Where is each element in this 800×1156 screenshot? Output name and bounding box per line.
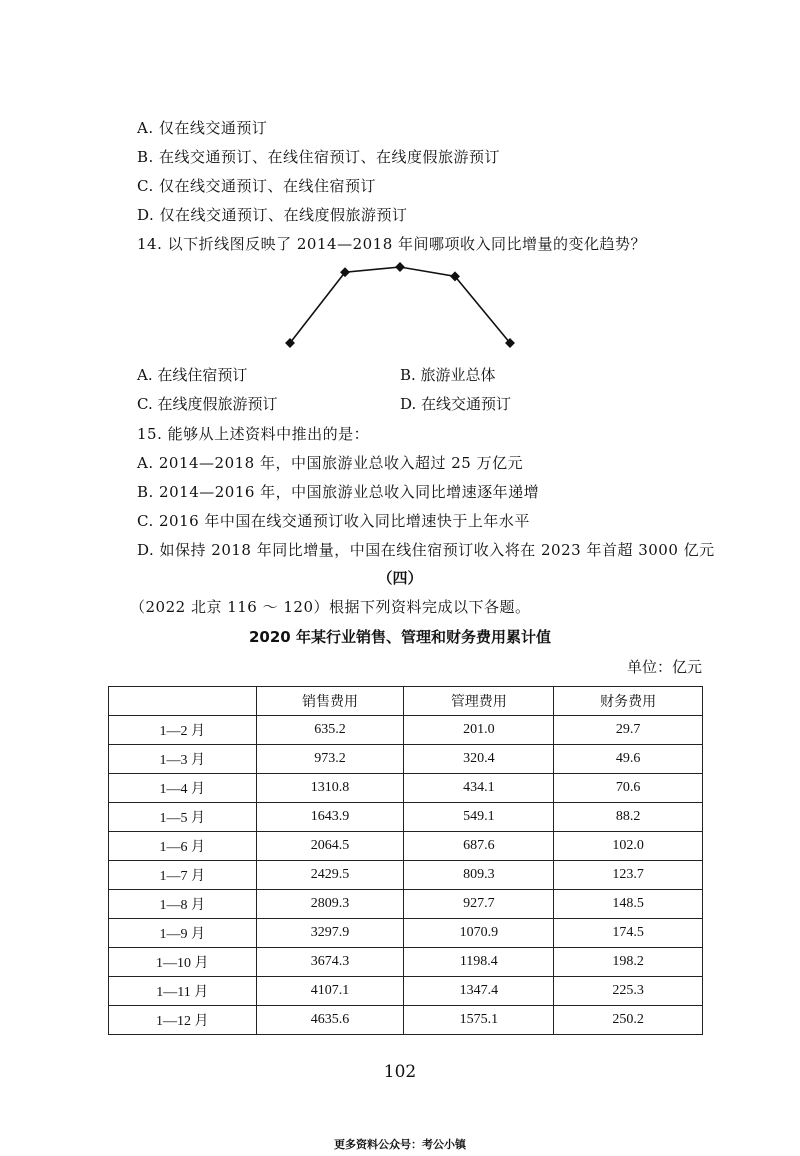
q14-question: 14. 以下折线图反映了 2014—2018 年间哪项收入同比增量的变化趋势？ <box>137 235 647 253</box>
value-cell: 549.1 <box>404 803 554 832</box>
table-row <box>109 803 703 832</box>
table-row <box>109 716 703 745</box>
value-cell: 198.2 <box>554 948 703 977</box>
value-cell: 4635.6 <box>256 1006 404 1035</box>
value-cell: 88.2 <box>554 803 703 832</box>
table-header-row <box>109 687 703 716</box>
value-cell: 434.1 <box>404 774 554 803</box>
footer-text: 更多资料公众号：考公小镇 <box>334 1138 466 1151</box>
q13-option-b: B. 在线交通预订、在线住宿预订、在线度假旅游预订 <box>137 148 501 166</box>
value-cell: 2429.5 <box>256 861 404 890</box>
table-row <box>109 832 703 861</box>
value-cell: 2809.3 <box>256 890 404 919</box>
table-row <box>109 745 703 774</box>
table-row <box>109 977 703 1006</box>
unit-label: 单位：亿元 <box>626 658 702 676</box>
value-cell: 123.7 <box>554 861 703 890</box>
section-heading: （四） <box>377 569 423 587</box>
value-cell: 29.7 <box>554 716 703 745</box>
value-cell: 148.5 <box>554 890 703 919</box>
period-cell: 1—9 月 <box>109 919 257 948</box>
value-cell: 225.3 <box>554 977 703 1006</box>
header-finance: 财务费用 <box>554 687 703 716</box>
period-cell: 1—2 月 <box>109 716 257 745</box>
value-cell: 201.0 <box>404 716 554 745</box>
value-cell: 973.2 <box>256 745 404 774</box>
table-row <box>109 948 703 977</box>
table-row <box>109 1006 703 1035</box>
value-cell: 1198.4 <box>404 948 554 977</box>
q14-option-b: B. 旅游业总体 <box>400 366 496 384</box>
expense-table <box>108 686 703 1035</box>
period-cell: 1—12 月 <box>109 1006 257 1035</box>
value-cell: 3297.9 <box>256 919 404 948</box>
value-cell: 635.2 <box>256 716 404 745</box>
period-cell: 1—6 月 <box>109 832 257 861</box>
q14-option-c: C. 在线度假旅游预订 <box>137 395 278 413</box>
period-cell: 1—11 月 <box>109 977 257 1006</box>
table-row <box>109 774 703 803</box>
value-cell: 70.6 <box>554 774 703 803</box>
value-cell: 1310.8 <box>256 774 404 803</box>
value-cell: 174.5 <box>554 919 703 948</box>
header-sales: 销售费用 <box>256 687 404 716</box>
table-row <box>109 890 703 919</box>
value-cell: 1347.4 <box>404 977 554 1006</box>
value-cell: 1575.1 <box>404 1006 554 1035</box>
q13-option-a: A. 仅在线交通预订 <box>137 119 268 137</box>
value-cell: 102.0 <box>554 832 703 861</box>
trend-line <box>290 267 510 343</box>
period-cell: 1—3 月 <box>109 745 257 774</box>
value-cell: 809.3 <box>404 861 554 890</box>
header-blank <box>109 687 257 716</box>
q15-option-a: A. 2014—2018 年，中国旅游业总收入超过 25 万亿元 <box>137 454 524 472</box>
data-point-marker <box>395 262 405 272</box>
table-title: 2020 年某行业销售、管理和财务费用累计值 <box>249 628 551 646</box>
period-cell: 1—5 月 <box>109 803 257 832</box>
value-cell: 1643.9 <box>256 803 404 832</box>
value-cell: 49.6 <box>554 745 703 774</box>
value-cell: 2064.5 <box>256 832 404 861</box>
q15-option-d: D. 如保持 2018 年同比增量，中国在线住宿预订收入将在 2023 年首超 3000 亿元 <box>137 541 715 559</box>
q15-option-b: B. 2014—2016 年，中国旅游业总收入同比增速逐年递增 <box>137 483 540 501</box>
value-cell: 3674.3 <box>256 948 404 977</box>
value-cell: 4107.1 <box>256 977 404 1006</box>
value-cell: 927.7 <box>404 890 554 919</box>
value-cell: 250.2 <box>554 1006 703 1035</box>
period-cell: 1—4 月 <box>109 774 257 803</box>
q13-option-c: C. 仅在线交通预订、在线住宿预订 <box>137 177 376 195</box>
period-cell: 1—8 月 <box>109 890 257 919</box>
q15-option-c: C. 2016 年中国在线交通预订收入同比增速快于上年水平 <box>137 512 530 530</box>
header-management: 管理费用 <box>404 687 554 716</box>
period-cell: 1—7 月 <box>109 861 257 890</box>
increment-trend-chart <box>280 255 520 355</box>
q13-option-d: D. 仅在线交通预订、在线度假旅游预订 <box>137 206 408 224</box>
q15-question: 15. 能够从上述资料中推出的是： <box>137 425 370 443</box>
period-cell: 1—10 月 <box>109 948 257 977</box>
page-number: 102 <box>383 1062 417 1082</box>
value-cell: 1070.9 <box>404 919 554 948</box>
q14-option-a: A. 在线住宿预订 <box>137 366 248 384</box>
intro-text: （2022 北京 116 ～ 120）根据下列资料完成以下各题。 <box>130 598 531 616</box>
value-cell: 687.6 <box>404 832 554 861</box>
table-row <box>109 861 703 890</box>
table-row <box>109 919 703 948</box>
value-cell: 320.4 <box>404 745 554 774</box>
q14-option-d: D. 在线交通预订 <box>400 395 512 413</box>
